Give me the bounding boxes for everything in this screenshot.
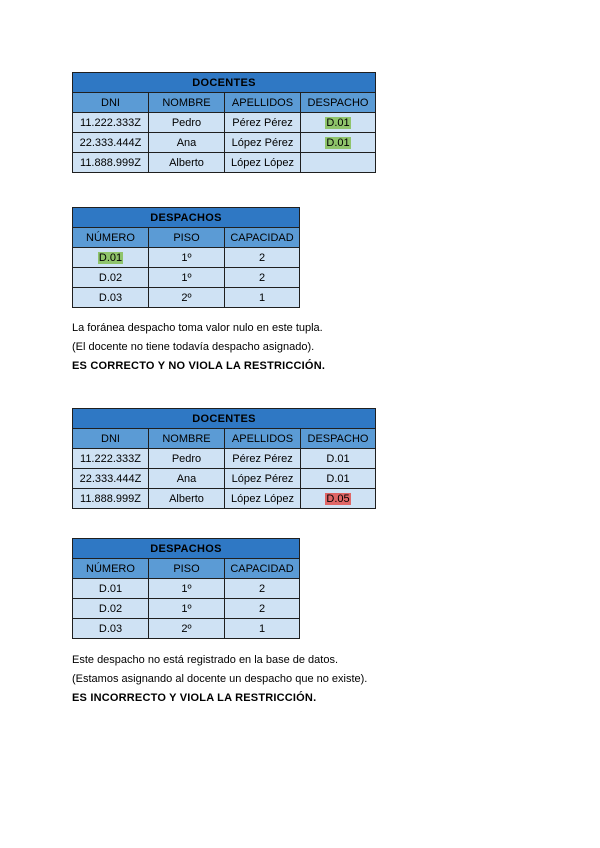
piso-cell: 2º [149, 619, 225, 639]
apellidos-cell: López López [225, 489, 301, 509]
despacho-match-highlight: D.01 [326, 116, 350, 129]
nombre-cell: Ana [149, 469, 225, 489]
column-header: DESPACHO [301, 429, 376, 449]
apellidos-cell: López Pérez [225, 469, 301, 489]
column-header: NOMBRE [149, 429, 225, 449]
table-title: DOCENTES [73, 73, 376, 93]
capacidad-cell: 1 [225, 619, 300, 639]
dni-cell: 22.333.444Z [73, 469, 149, 489]
explanation-line: Este despacho no está registrado en la base de datos. [72, 654, 339, 666]
column-header: CAPACIDAD [225, 559, 300, 579]
piso-cell: 2º [149, 288, 225, 308]
table-row [73, 469, 376, 489]
despachos-table-1 [72, 207, 300, 308]
numero-cell: D.03 [73, 619, 149, 639]
nombre-cell: Ana [149, 133, 225, 153]
table-row [73, 489, 376, 509]
capacidad-cell: 2 [225, 248, 300, 268]
numero-cell: D.01 [73, 579, 149, 599]
apellidos-cell: López Pérez [225, 133, 301, 153]
table-row [73, 153, 376, 173]
table-row [73, 113, 376, 133]
column-header: NÚMERO [73, 559, 149, 579]
dni-cell: 11.222.333Z [73, 449, 149, 469]
numero-cell: D.02 [73, 599, 149, 619]
table-row [73, 133, 376, 153]
despacho-cell: D.01 [301, 449, 376, 469]
column-header: PISO [149, 559, 225, 579]
dni-cell: 11.888.999Z [73, 489, 149, 509]
table-row [73, 619, 300, 639]
docentes-table-2 [72, 408, 376, 509]
dni-cell: 11.222.333Z [73, 113, 149, 133]
column-header: APELLIDOS [225, 429, 301, 449]
column-header: CAPACIDAD [225, 228, 300, 248]
despacho-cell [301, 113, 376, 133]
piso-cell: 1º [149, 248, 225, 268]
numero-cell: D.02 [73, 268, 149, 288]
nombre-cell: Pedro [149, 449, 225, 469]
capacidad-cell: 1 [225, 288, 300, 308]
column-header: NOMBRE [149, 93, 225, 113]
table-row [73, 599, 300, 619]
despacho-cell: D.01 [301, 469, 376, 489]
column-header: DNI [73, 429, 149, 449]
nombre-cell: Alberto [149, 153, 225, 173]
table-row [73, 449, 376, 469]
despacho-cell-null [301, 153, 376, 173]
table-title: DESPACHOS [73, 539, 300, 559]
piso-cell: 1º [149, 579, 225, 599]
numero-cell: D.03 [73, 288, 149, 308]
numero-match-highlight: D.01 [98, 251, 123, 264]
explanation-line: (El docente no tiene todavía despacho asignado). [72, 341, 315, 353]
piso-cell: 1º [149, 268, 225, 288]
column-header: DESPACHO [301, 93, 376, 113]
table-title: DOCENTES [73, 409, 376, 429]
table-row [73, 579, 300, 599]
apellidos-cell: López López [225, 153, 301, 173]
column-header: PISO [149, 228, 225, 248]
explanation-line: La foránea despacho toma valor nulo en este tupla. [72, 322, 323, 334]
apellidos-cell: Pérez Pérez [225, 449, 301, 469]
capacidad-cell: 2 [225, 268, 300, 288]
dni-cell: 22.333.444Z [73, 133, 149, 153]
column-header: NÚMERO [73, 228, 149, 248]
capacidad-cell: 2 [225, 579, 300, 599]
despacho-cell [301, 489, 376, 509]
column-header: APELLIDOS [225, 93, 301, 113]
nombre-cell: Pedro [149, 113, 225, 133]
column-header: DNI [73, 93, 149, 113]
table-row [73, 268, 300, 288]
apellidos-cell: Pérez Pérez [225, 113, 301, 133]
capacidad-cell: 2 [225, 599, 300, 619]
despachos-table-2 [72, 538, 300, 639]
numero-cell [73, 248, 149, 268]
nombre-cell: Alberto [149, 489, 225, 509]
dni-cell: 11.888.999Z [73, 153, 149, 173]
despacho-cell [301, 133, 376, 153]
despacho-violation-highlight: D.05 [326, 492, 350, 505]
verdict-line: ES INCORRECTO Y VIOLA LA RESTRICCIÓN. [72, 692, 317, 704]
explanation-line: (Estamos asignando al docente un despacho que no existe). [72, 673, 368, 685]
docentes-table-1 [72, 72, 376, 173]
table-row [73, 248, 300, 268]
table-title: DESPACHOS [73, 208, 300, 228]
table-row [73, 288, 300, 308]
despacho-match-highlight: D.01 [326, 136, 350, 149]
verdict-line: ES CORRECTO Y NO VIOLA LA RESTRICCIÓN. [72, 360, 326, 372]
piso-cell: 1º [149, 599, 225, 619]
